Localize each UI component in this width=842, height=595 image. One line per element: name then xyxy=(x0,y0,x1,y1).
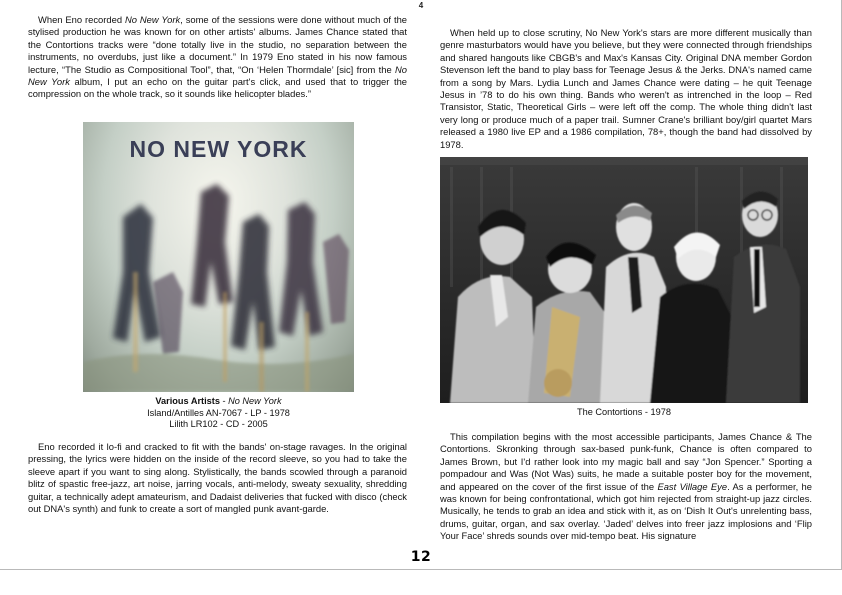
album-caption-line-3: Lilith LR102 - CD - 2005 xyxy=(169,419,268,429)
no-new-york-album-cover xyxy=(83,122,354,392)
album-caption-line-1 xyxy=(83,396,354,408)
left-body-paragraph xyxy=(28,441,407,515)
right-body-text xyxy=(440,431,812,543)
album-caption-separator: - xyxy=(219,396,229,406)
right-body-paragraph xyxy=(440,431,812,543)
left-intro-run-0: When Eno recorded xyxy=(38,14,125,25)
album-artist: Various Artists xyxy=(155,396,220,406)
right-body-run-2: . As a performer, he was known for being confrontational, which got him rejected from straight-up jazz circles. Musically, he tends to grab an idea and stick with it, as on ‘Dish It Out's unrelenting bass, drums, guitar, organ, and sax overlay. ‘Jaded’ delves into freer jazz implosions and ‘Flip Your Face’ shreds sounds over mid-tempo beat. His signature xyxy=(440,480,812,542)
left-intro-run-4: album, I put an echo on the guitar part's click, and used that to trigger the compression on the whole track, so it sounds like helicopter blades.” xyxy=(28,76,407,100)
top-page-number: 4 xyxy=(418,1,424,10)
left-body-text: Eno recorded it lo-fi and cracked to fit with the bands' on-stage ravages. In the original pressing, the lyrics were hidden on the inside of the record sleeve, so you had to take the sleeve apart if you want to sing along. Stylistically, the bands scowled through a paranoid blitz of spastic free-jazz, art noise, jarring vocals, anti-melody, sweaty sexuality, shredding guitar, a technically adept amateurism, and Dadaist deliveries that fucked with disco (check out DNA's synth) and funk to create a sort of mangled punk avant-garde. xyxy=(28,441,407,515)
contortions-band-photo xyxy=(440,157,808,403)
left-intro-text xyxy=(28,14,407,101)
right-intro-paragraph xyxy=(440,27,812,151)
album-cover-title: NO NEW YORK xyxy=(129,136,308,162)
left-intro-run-3: No New York xyxy=(28,63,407,88)
album-title: No New York xyxy=(228,396,282,406)
bottom-page-number: 12 xyxy=(410,549,432,565)
album-caption-line-2: Island/Antilles AN-7067 - LP - 1978 xyxy=(147,407,290,418)
left-intro-paragraph xyxy=(28,14,407,101)
left-intro-run-1: No New York xyxy=(124,14,181,25)
left-intro-run-2: , some of the sessions were done without much of the stylised production he was known for on other artists' albums. James Chance stated that the Contortions tracks were “done totally live in the studio, no separation between the instruments, no overdubs, just like a document.” In 1979 Eno stated in his now famous lecture, “The Studio as Compositional Tool”, that, “On ‘Helen Thormdale’ [sic] from the xyxy=(28,14,407,75)
right-body-run-1: East Village Eye xyxy=(657,480,728,492)
album-cover-caption xyxy=(83,396,354,431)
right-body-run-0: This compilation begins with the most accessible participants, James Chance & The Contortions. Skronking through sax-based punk-funk, Chance is often compared to James Brown, but I'd rather look into my magic ball and say “Jon Spencer.” Sporting a pompadour and Was (Not Was) suits, he made a suitable poster boy for the movement, and appeared on the cover of the first issue of the xyxy=(440,431,812,492)
band-photo-image xyxy=(440,157,808,403)
band-photo-caption: The Contortions - 1978 xyxy=(577,407,671,417)
right-intro-text: When held up to close scrutiny, No New York's stars are more different musically than genre masturbators would have you believe, but they were connected through friendships and shared hangouts like CBGB's and Max's Kansas City. Original DNA member Gordon Stevenson left the band to play bass for Teenage Jesus & the Jerks. DNA's named came from a song by Mars. Lydia Lunch and James Chance were dating – he quit Teenage Jesus in ’78 to do his own thing. Bands who weren't as intrenched in the loop – Red Transistor, Static, Theoretical Girls – were left off the comp. The whole thing didn't last very long or produce much of a paper trail. Sumner Crane's brilliant boy/girl quartet Mars released a 1980 live EP and a 1986 compilation, 78+, though the band had dissolved by 1978. xyxy=(440,27,812,150)
